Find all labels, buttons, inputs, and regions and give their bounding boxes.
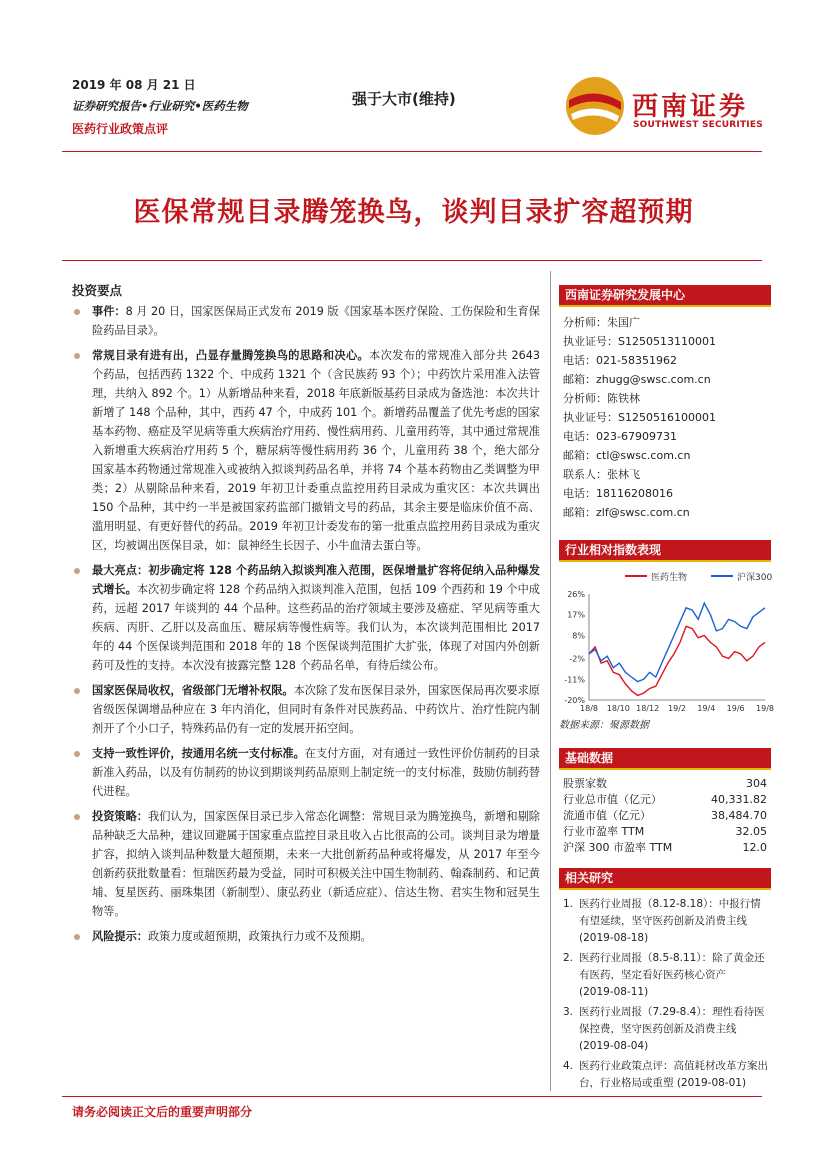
bullet-lead: 最大亮点：初步确定将 128 个药品纳入拟谈判准入范围，医保增量扩容将促纳入品种爆发式增长。 (92, 564, 540, 596)
basic-row: 股票家数 304 (563, 777, 767, 790)
bullet-authority (72, 681, 540, 738)
legend-label: 医药生物 (651, 573, 688, 583)
bullet-text: 政策力度或超预期，政策执行力或不及预期。 (147, 930, 372, 943)
basic-row: 流通市值（亿元） 38,484.70 (563, 809, 767, 822)
bullet-strategy (72, 807, 540, 921)
bullet-lead: 常规目录有进有出，凸显存量腾笼换鸟的思路和决心。 (92, 349, 370, 362)
series-line (589, 626, 765, 695)
logo-text-en: SOUTHWEST SECURITIES (633, 120, 763, 130)
bullet-lead: 国家医保局收权，省级部门无增补权限。 (92, 684, 294, 697)
x-tick-label: 19/2 (668, 704, 686, 713)
y-tick-label: 17% (567, 610, 585, 620)
analyst-2-cert: 执业证号：S1250516100001 (563, 411, 716, 424)
report-date: 2019 年 08 月 21 日 (72, 78, 196, 92)
analyst-1-cert: 执业证号：S1250513110001 (563, 335, 716, 348)
contact-phone: 电话：18116208016 (563, 487, 673, 500)
section-title: 投资要点 (72, 283, 123, 298)
related-item[interactable]: 1. 医药行业周报（8.12-8.18）：中报行情有望延续，坚守医药创新及消费主线 (2019-08-18) (563, 898, 761, 944)
page-title: 医保常规目录腾笼换鸟，谈判目录扩容超预期 (133, 197, 694, 228)
series-line (589, 603, 765, 681)
rating: 强于大市(维持) (352, 90, 456, 108)
analyst-1-phone: 电话：021-58351962 (563, 354, 677, 367)
bullet-text: 在支付方面，对有通过一致性评价仿制药的目录新准入药品，以及有仿制药的协议到期谈判药品原则上制定统一的支付标准，鼓励仿制药替代进程。 (92, 747, 540, 798)
x-tick-label: 18/10 (606, 704, 630, 713)
y-tick-label: 8% (572, 631, 585, 641)
analyst-2-email: 邮箱：ctl@swsc.com.cn (563, 449, 691, 462)
center-title: 西南证券研究发展中心 (559, 285, 771, 307)
column-divider (550, 271, 551, 1091)
related-item[interactable]: 3. 医药行业周报（7.29-8.4）：理性看待医保控费，坚守医药创新及消费主线 (2019-08-04) (563, 1006, 765, 1052)
related-item[interactable]: 4. 医药行业政策点评：高值耗材改革方案出台，行业格局或重塑 (2019-08-01) (563, 1060, 768, 1089)
footer-divider (62, 1096, 762, 1097)
bullet-lead: 事件： (92, 305, 126, 318)
legend-label: 沪深300 (737, 573, 773, 583)
bullet-event (72, 302, 540, 340)
perf-chart (559, 566, 774, 716)
southwest-logo-icon (565, 76, 625, 136)
perf-title: 行业相对指数表现 (559, 540, 771, 562)
analyst-2-name: 分析师：陈铁林 (563, 392, 640, 405)
basic-data-panel (559, 748, 771, 856)
x-tick-label: 18/8 (580, 704, 598, 713)
bullet-text: 本次发布的常规准入部分共 2643 个药品，包括西药 1322 个、中成药 1321 个（含民族药 93 个）；中药饮片采用准入法管理，共纳入 892 个。1）从新增品种来看，2018 年底新版基药目录成为备选池：本次共计新增了 148 个品种，其中，西药 47 个，中成药 101 个。新增药品覆盖了优先考虑的国家基本药物、癌症及罕见病等重大疾病治疗用药、慢性病用药、儿童用药等，其中通过常规准入新增重大疾病治疗用药 5 个，糖尿病等慢性病用药 36 个，儿童用药 38 个，绝大部分国家基本药物通过常规准入或被纳入拟谈判药品名单，并将 74 个基本药物由乙类调整为甲类；2）从剔除品种来看，2019 年初卫计委重点监控用药目录成为重灾区：本次共调出 150 个品种，其中约一半是被国家药监部门撤销文号的药品，其余主要是临床价值不高、滥用明显、有更好替代的药品。2019 年初卫计委发布的第一批重点监控用药目录成为重灾区，均被调出医保目录，如：鼠神经生长因子、小牛血清去蛋白等。 (92, 349, 540, 552)
analyst-2-phone: 电话：023-67909731 (563, 430, 677, 443)
x-tick-label: 19/6 (726, 704, 745, 713)
basic-row: 行业总市值（亿元） 40,331.82 (563, 793, 767, 806)
y-tick-label: -2% (569, 654, 585, 664)
related-panel (559, 868, 771, 1095)
contact-email: 邮箱：zlf@swsc.com.cn (563, 506, 690, 519)
bullet-highlight (72, 561, 540, 675)
bullet-lead: 投资策略： (92, 810, 148, 823)
bullet-text: 本次除了发布医保目录外，国家医保局再次要求原省级医保调增品种应在 3 年内消化，但同时有条件对民族药品、中药饮片、治疗性院内制剂开了个小口子，特殊药品仍有一定的发展开拓空间。 (92, 684, 540, 735)
related-title: 相关研究 (559, 868, 771, 890)
bullet-text: 我们认为，国家医保目录已步入常态化调整：常规目录为腾笼换鸟，新增和剔除品种缺乏大品种，建议回避属于国家重点监控目录且收入占比很高的公司。谈判目录为增量扩容，拟纳入谈判品种数量大超预期，未来一大批创新药品种或将爆发，从 2017 年至今创新药获批数量看：恒瑞医药最为受益，同时可积极关注中国生物制药、翰森制药、和记黄埔、复星医药、丽珠集团（新制型）、康弘药业（新适应症）、信达生物、君实生物和冠昊生物等。 (92, 810, 540, 918)
bullet-regular-list (72, 346, 540, 555)
perf-panel (559, 540, 774, 731)
analyst-1-email: 邮箱：zhugg@swsc.com.cn (563, 373, 711, 386)
title-divider (62, 260, 762, 261)
y-tick-label: 26% (567, 590, 585, 599)
x-tick-label: 19/4 (697, 704, 716, 713)
x-tick-label: 18/12 (636, 704, 660, 713)
footer-disclaimer[interactable]: 请务必阅读正文后的重要声明部分 (72, 1105, 253, 1119)
logo-text-cn: 西南证券 (632, 92, 749, 122)
bullet-text: 本次初步确定将 128 个药品纳入拟谈判准入范围，包括 109 个西药和 19 个中成药，远超 2017 年谈判的 44 个品种。这些药品的治疗领域主要涉及癌症、罕见病等重大疾病、丙肝、乙肝以及高血压、糖尿病等慢性病等。我们认为，本次谈判范围相比 2017 年的 44 个医保谈判范围和 2018 年的 18 个医保谈判范围扩大扩张，体现了对国内外创新药可及性的支持。本次没有披露完整 128 个药品名单，有待后续公布。 (92, 583, 540, 672)
basic-title: 基础数据 (559, 748, 771, 770)
bullet-lead: 风险提示： (92, 930, 148, 943)
related-item[interactable]: 2. 医药行业周报（8.5-8.11）：除了黄金还有医药，坚定看好医药核心资产 (2019-08-11) (563, 952, 765, 998)
y-tick-label: -11% (564, 675, 585, 685)
analyst-panel (559, 285, 771, 522)
basic-row: 沪深 300 市盈率 TTM 12.0 (563, 841, 767, 854)
bullet-risk (72, 927, 540, 946)
report-type: 证券研究报告•行业研究•医药生物 (72, 99, 248, 113)
basic-row: 行业市盈率 TTM 32.05 (563, 825, 767, 838)
y-tick-label: -20% (564, 696, 585, 705)
chart-source: 数据来源：聚源数据 (559, 720, 649, 731)
x-tick-label: 19/8 (756, 704, 774, 713)
bullet-text: 8 月 20 日，国家医保局正式发布 2019 版《国家基本医疗保险、工伤保险和生育保险药品目录》。 (92, 305, 540, 337)
bullet-lead: 支持一致性评价，按通用名统一支付标准。 (92, 747, 305, 760)
contact-name: 联系人：张林飞 (563, 468, 640, 481)
header-divider (62, 151, 762, 152)
bullet-consistency (72, 744, 540, 801)
analyst-1-name: 分析师：朱国广 (563, 316, 640, 329)
report-subtype: 医药行业政策点评 (72, 122, 169, 136)
main-body (72, 302, 540, 952)
